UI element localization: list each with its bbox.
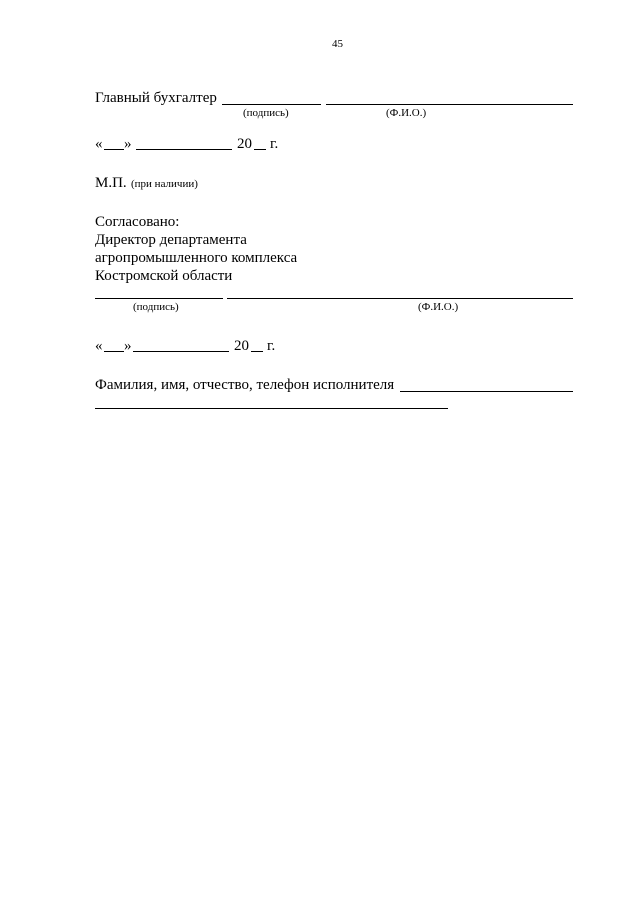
approval-signature-line — [95, 298, 223, 299]
date-1-close-quote: » — [124, 136, 132, 152]
date-1-year-suffix: г. — [270, 136, 279, 152]
approval-name-line — [227, 298, 573, 299]
stamp-label: М.П. — [95, 175, 127, 191]
approval-line-1: Директор департамента — [95, 232, 247, 248]
chief-accountant-name-caption: (Ф.И.О.) — [386, 107, 427, 119]
date-1-month-line — [136, 149, 232, 150]
date-2-month-line — [133, 351, 229, 352]
stamp-note: (при наличии) — [131, 178, 198, 190]
date-1-year-prefix: 20 — [237, 136, 252, 152]
date-2-day-line — [104, 351, 124, 352]
approval-title: Согласовано: — [95, 214, 180, 230]
approval-line-2: агропромышленного комплекса — [95, 250, 298, 266]
date-2-year-line — [251, 351, 263, 352]
approval-line-3: Костромской области — [95, 268, 233, 284]
date-2-year-prefix: 20 — [234, 338, 249, 354]
date-1-day-line — [104, 149, 124, 150]
approval-signature-caption: (подпись) — [133, 301, 179, 313]
date-2-open-quote: « — [95, 338, 103, 354]
date-1-year-line — [254, 149, 266, 150]
chief-accountant-label: Главный бухгалтер — [95, 90, 217, 106]
approval-name-caption: (Ф.И.О.) — [418, 301, 459, 313]
executor-line-1 — [400, 391, 573, 392]
executor-line-2 — [95, 408, 448, 409]
chief-accountant-signature-line — [222, 104, 321, 105]
chief-accountant-name-line — [326, 104, 573, 105]
executor-label: Фамилия, имя, отчество, телефон исполнителя — [95, 377, 395, 393]
chief-accountant-signature-caption: (подпись) — [243, 107, 289, 119]
date-1-open-quote: « — [95, 136, 103, 152]
date-2-close-quote: » — [124, 338, 132, 354]
date-2-year-suffix: г. — [267, 338, 276, 354]
page-number: 45 — [332, 38, 343, 50]
